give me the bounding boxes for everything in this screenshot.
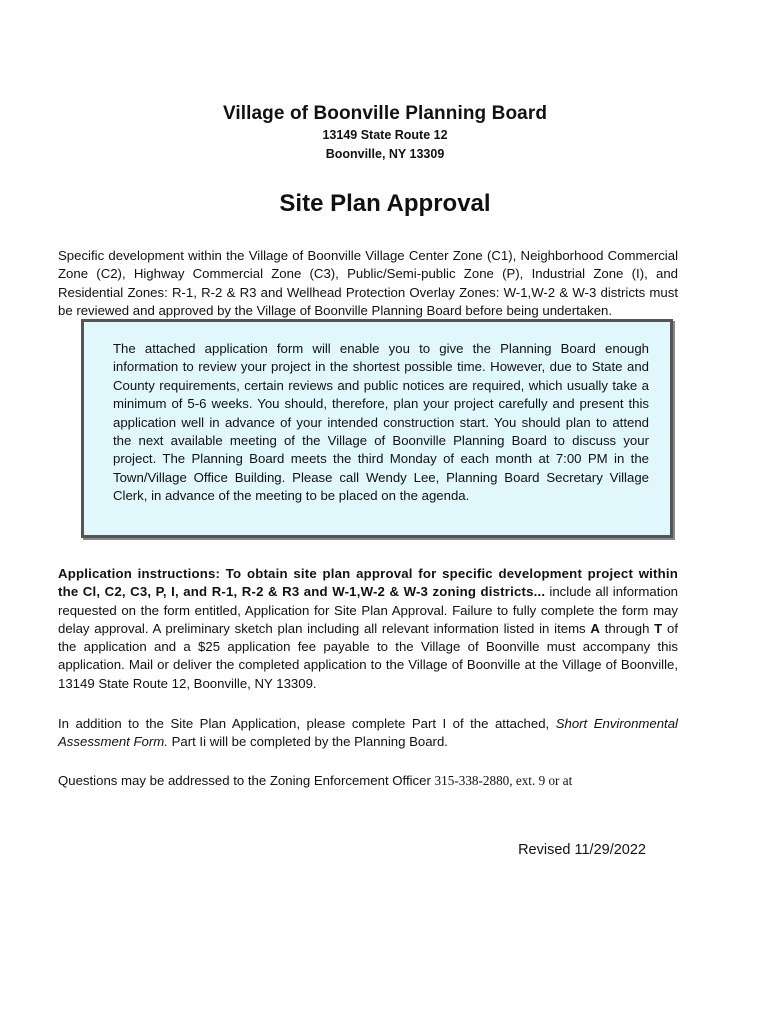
environmental-form-name: Short Environmental Assessment Form. [58,716,678,750]
document-title: Site Plan Approval [279,190,491,217]
instructions-paragraph [58,565,678,693]
revision-date: Revised 11/29/2022 [518,842,646,858]
organization-name: Village of Boonville Planning Board [222,103,548,124]
zoning-officer-phone: 315-338-2880, ext. 9 or at [434,773,573,788]
intro-paragraph: Specific development within the Village of Boonville Village Center Zone (C1), Neighborhood Commercial Zone (C2), Highway Commercial Zone (C3), Public/Semi-public Zone (P), Industrial Zone (I), and Residential Zones: R-1, R-2 & R3 and Wellhead Protection Overlay Zones: W-1,W-2 & W-3 districts must be reviewed and approved by the Village of Boonville Planning Board before being undertaken. [58,248,678,318]
instructions-text-3: of the application and a $25 application fee payable to the Village of Boonville must accompany this application. Mail or deliver the completed application to the Village of Boonville at the Village of Boonville, 13149 State Route 12, Boonville, NY 13309. [58,620,678,691]
address-street: 13149 State Route 12 [322,128,448,142]
notice-box [81,319,673,538]
environmental-text-2: Part Ii will be completed by the Planning Board. [167,734,448,750]
environmental-paragraph [58,715,678,752]
instructions-text-2: through [599,620,655,636]
instructions-text-1: include all information requested on the form entitled, Application for Site Plan Approval. Failure to fully complete the form may delay approval. A preliminary sketch plan including all relevant information listed in items [58,584,679,636]
questions-text: Questions may be addressed to the Zoning Enforcement Officer [58,773,435,788]
item-t-label: T [654,620,663,636]
address-city: Boonville, NY 13309 [325,147,445,161]
notice-text: The attached application form will enable you to give the Planning Board enough information to review your project in the shortest possible time. However, due to State and County requirements, certain reviews and public notices are required, which usually take a minimum of 5-6 weeks. You should, therefore, plan your project carefully and present this application well in advance of your intended construction start. You should plan to attend the next available meeting of the Village of Boonville Planning Board to discuss your project. The Planning Board meets the third Monday of each month at 7:00 PM in the Town/Village Office Building. Please call Wendy Lee, Planning Board Secretary Village Clerk, in advance of the meeting to be placed on the agenda. [113,341,649,504]
environmental-text-1: In addition to the Site Plan Application, please complete Part I of the attached, [58,716,556,731]
questions-paragraph [58,772,678,790]
instructions-lead: Application instructions: To obtain site plan approval for specific development project within the Cl, C2, C3, P, I, and R-1, R-2 & R3 and W-1,W-2 & W-3 zoning districts... [58,566,678,600]
item-a-label: A [590,620,600,636]
